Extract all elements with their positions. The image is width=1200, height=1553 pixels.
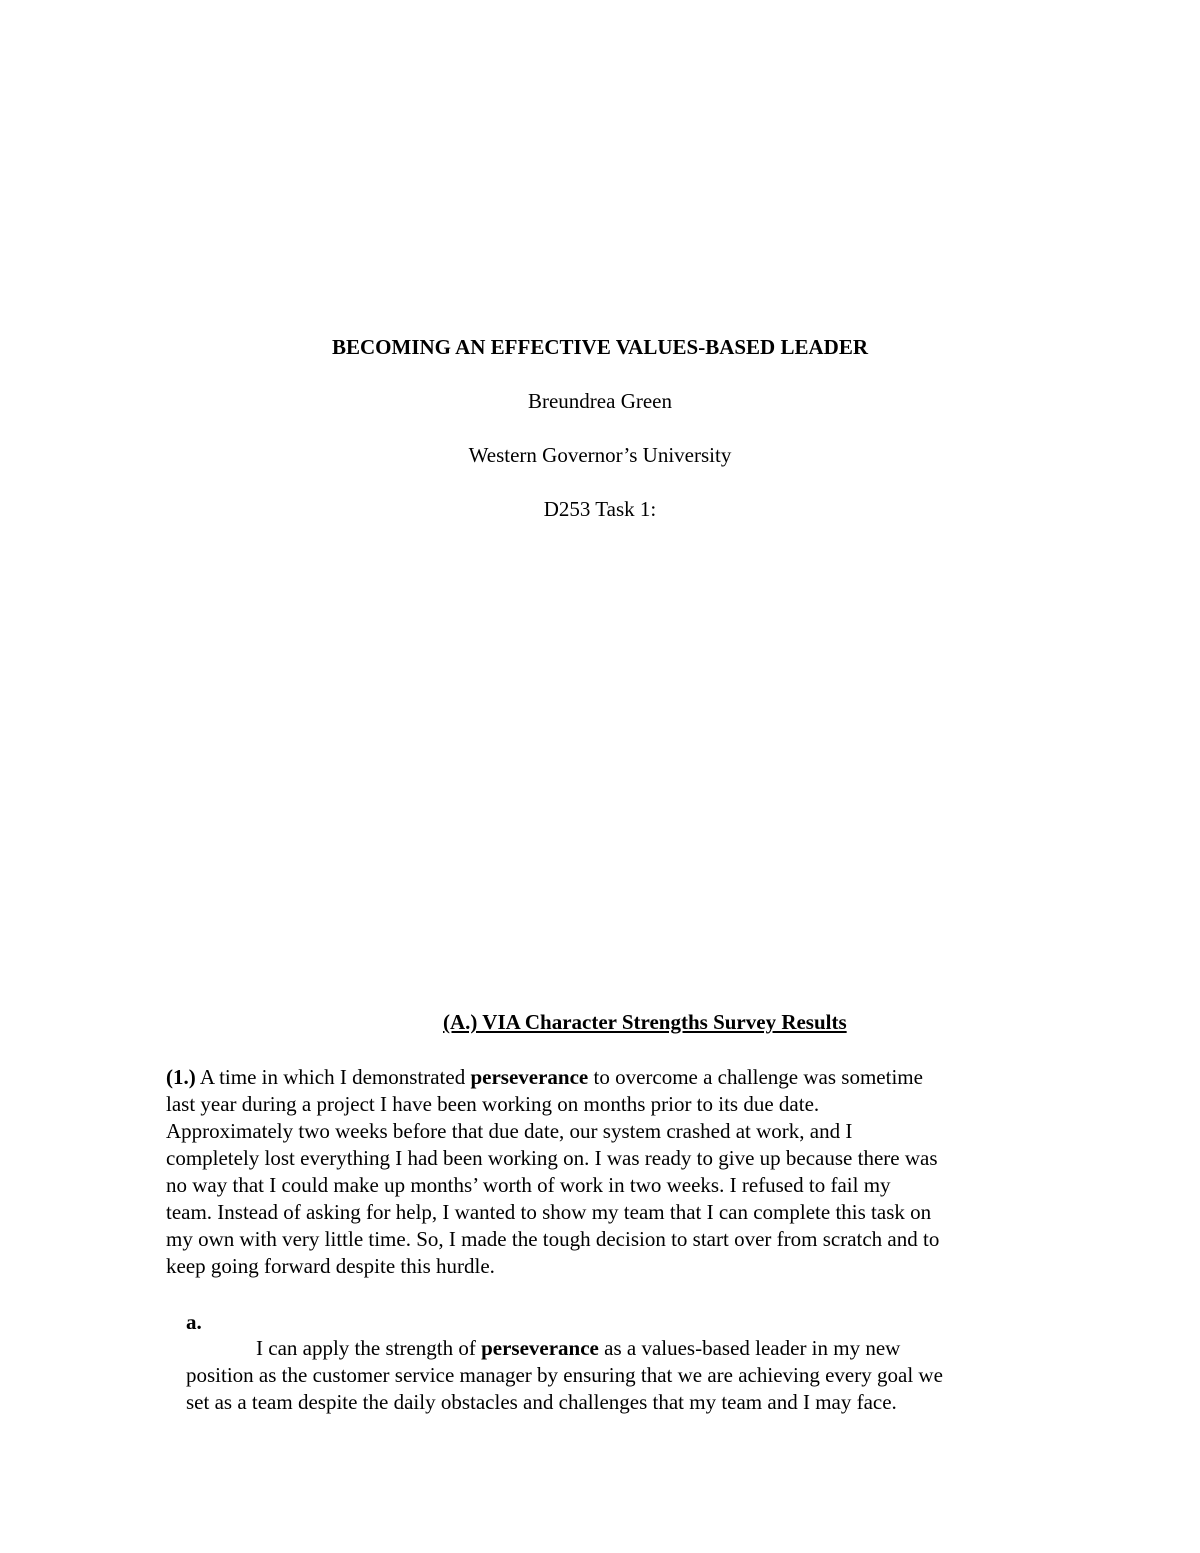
paragraph-line: last year during a project I have been working on months prior to its due date. (166, 1092, 820, 1116)
paragraph-line: my own with very little time. So, I made the tough decision to start over from scratch and to (166, 1227, 940, 1251)
item-1-label: (1.) (166, 1065, 196, 1089)
paragraph-line: keep going forward despite this hurdle. (166, 1254, 495, 1278)
item-a-first-line (186, 1335, 1066, 1362)
course-label: D253 Task 1: (543, 497, 657, 521)
item-1-first-line (166, 1064, 1046, 1091)
item-1-text-after: to overcome a challenge was sometime (588, 1065, 923, 1089)
item-a-text-before: I can apply the strength of (256, 1336, 482, 1360)
paragraph-line: set as a team despite the daily obstacles and challenges that my team and I may face. (186, 1390, 897, 1414)
item-a-paragraph (186, 1335, 1066, 1416)
item-1-paragraph (166, 1064, 1046, 1280)
page-title: BECOMING AN EFFECTIVE VALUES-BASED LEADER (331, 335, 868, 359)
paragraph-line: team. Instead of asking for help, I wanted to show my team that I can complete this task on (166, 1200, 932, 1224)
item-1-strength: perseverance (470, 1065, 589, 1089)
paragraph-line: Approximately two weeks before that due date, our system crashed at work, and I (166, 1119, 853, 1143)
author-name: Breundrea Green (527, 389, 672, 413)
item-a-strength: perseverance (481, 1336, 599, 1360)
paragraph-line: completely lost everything I had been working on. I was ready to give up because there was (166, 1146, 938, 1170)
section-a-heading: (A.) VIA Character Strengths Survey Results (443, 1010, 847, 1034)
item-1-text-before: A time in which I demonstrated (195, 1065, 471, 1089)
item-a-label: a. (186, 1310, 202, 1334)
institution-name: Western Governor’s University (468, 443, 732, 467)
item-a-text-after: as a values-based leader in my new (598, 1336, 901, 1360)
paragraph-line: position as the customer service manager by ensuring that we are achieving every goal we (186, 1363, 943, 1387)
paragraph-line: no way that I could make up months’ worth of work in two weeks. I refused to fail my (166, 1173, 891, 1197)
